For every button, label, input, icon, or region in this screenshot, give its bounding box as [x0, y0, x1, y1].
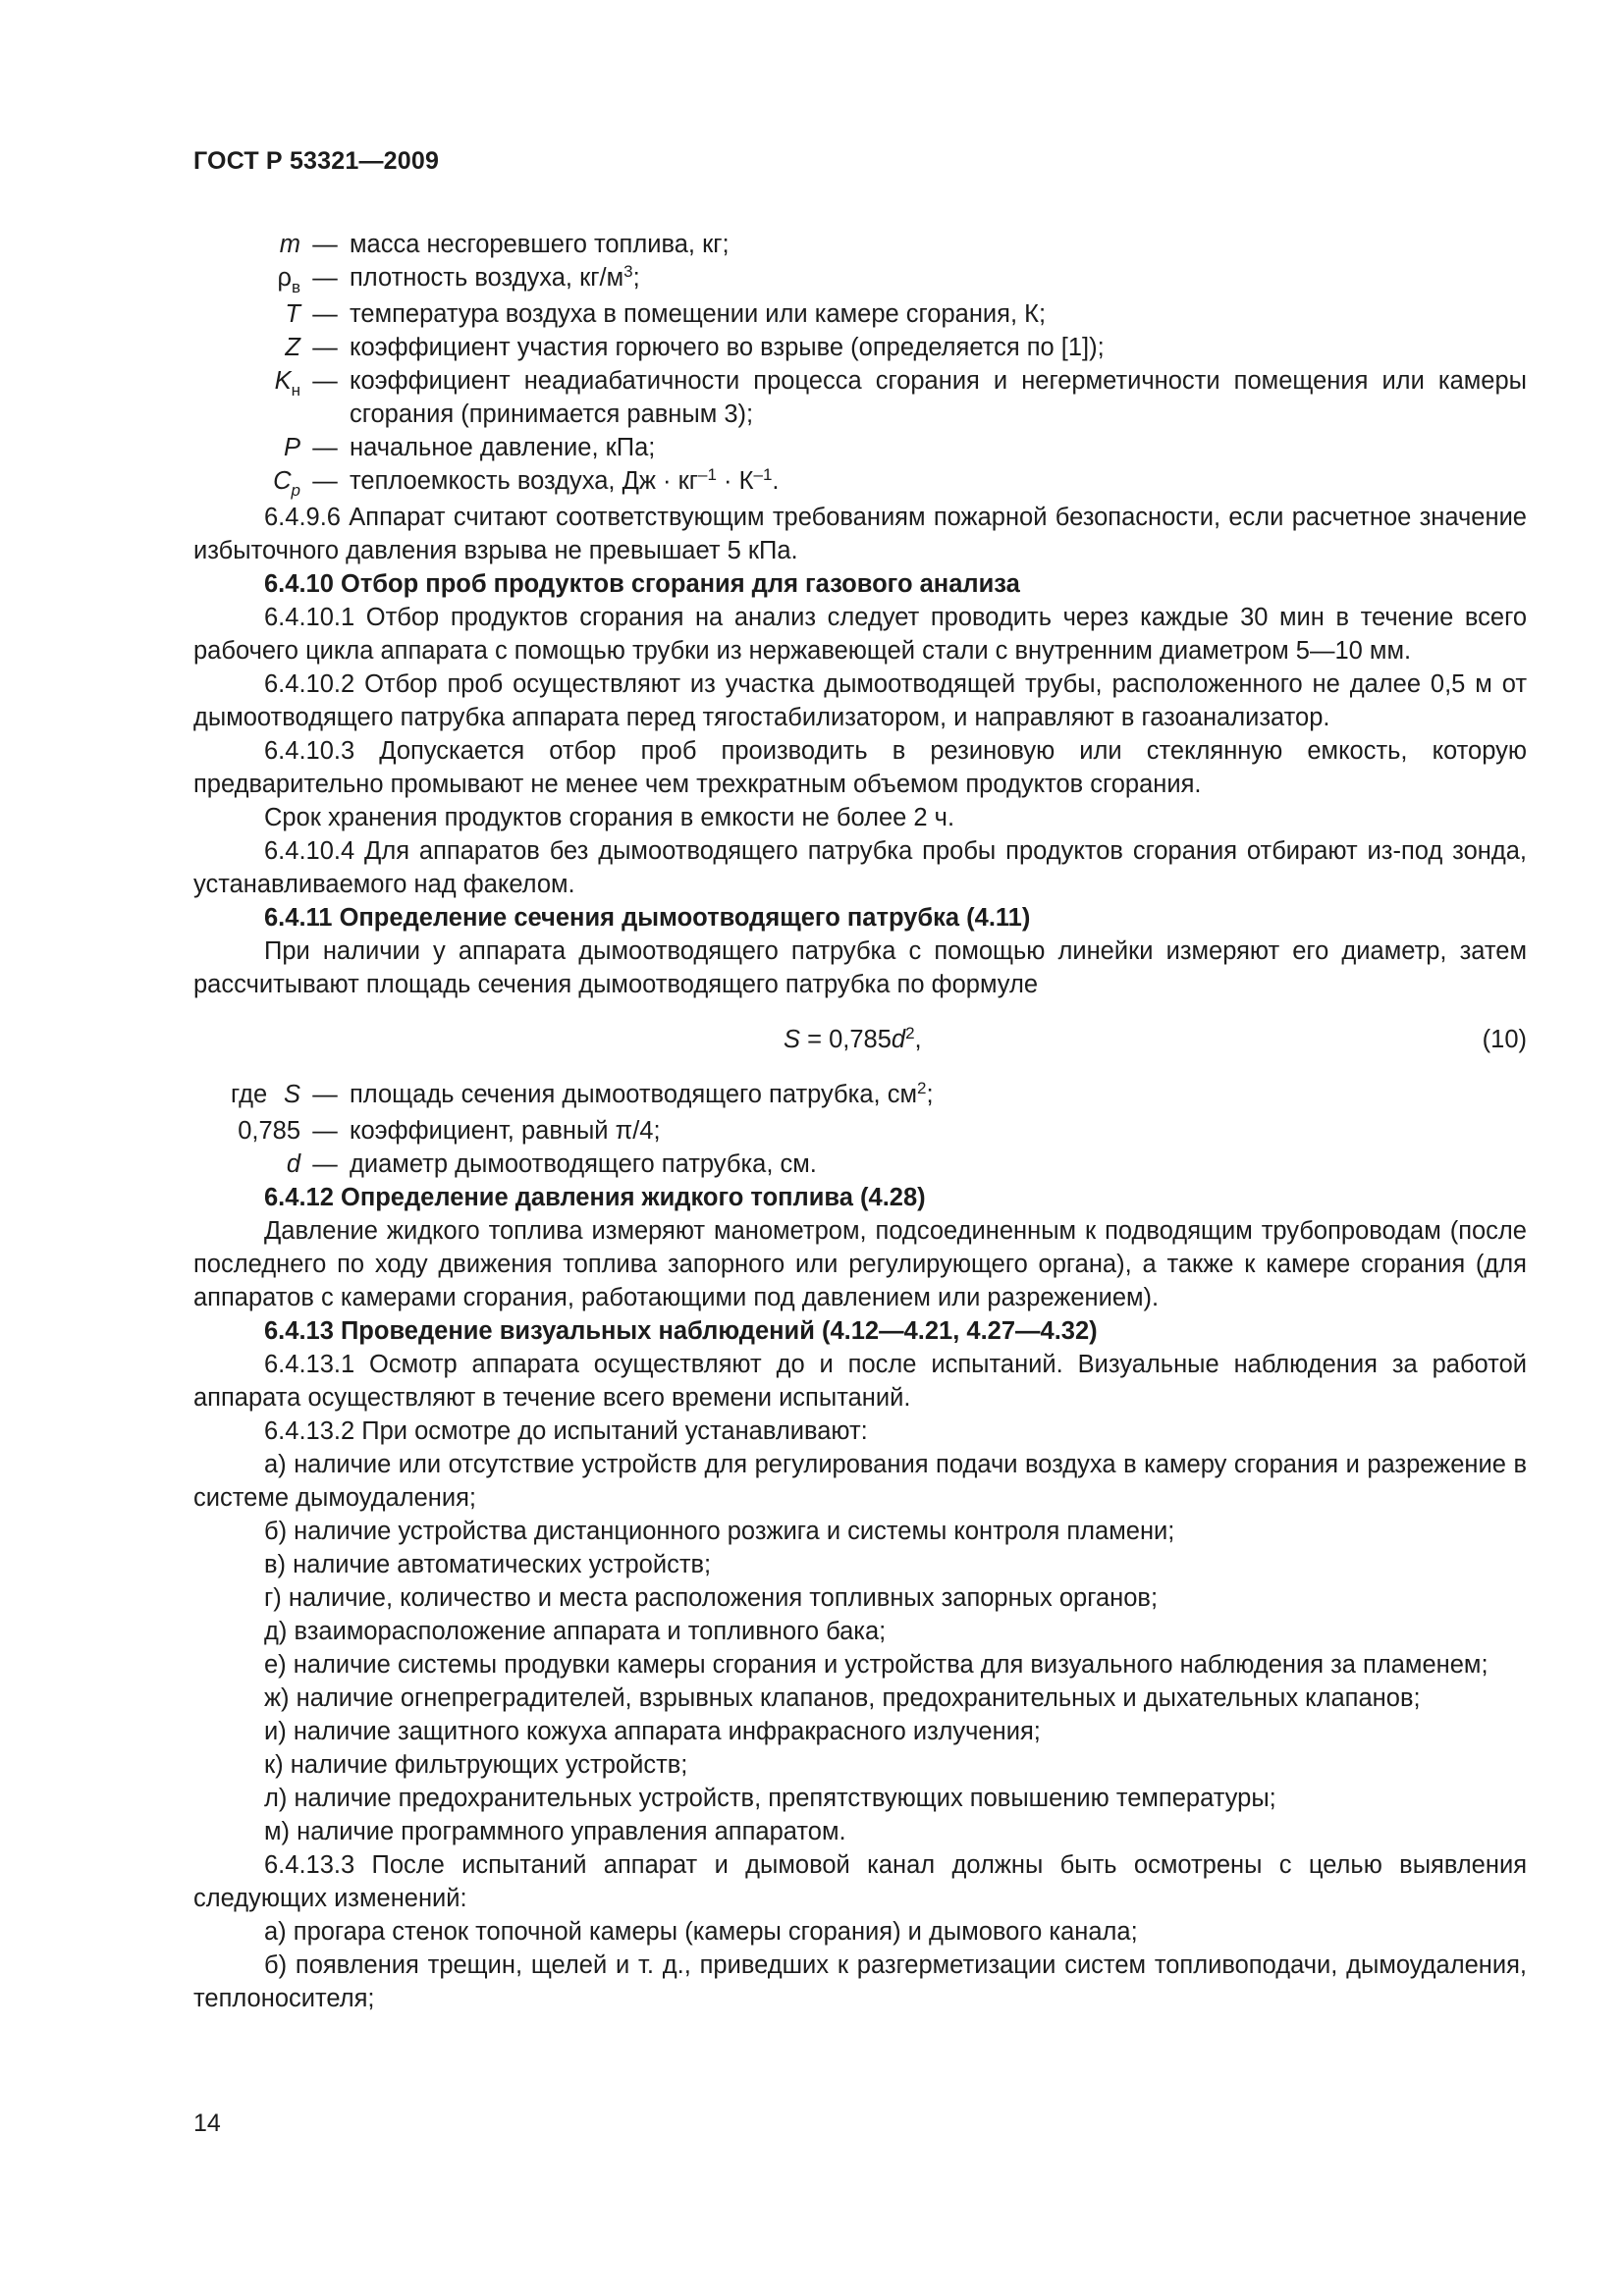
definition-item: $\rho_в$ — плотность воздуха, $кг/м^3$;: [277, 262, 640, 296]
definition-text: коэффициент, равный π/4;: [350, 1117, 661, 1145]
paragraph-6-4-13-2: 6.4.13.2 При осмотре до испытаний устанавливают:: [264, 1417, 868, 1445]
document-body: [193, 228, 1527, 2015]
paragraph-6-4-12: Давление жидкого топлива измеряют манометром, подсоединенным к подводящим трубопроводам (после последнего по ходу движения топлива запорного или регулирующего органа), а также к камере сгорания (для аппаратов с камерами сгорания, работающими под давлением или разрежением).: [193, 1217, 1527, 1311]
where-word: где: [230, 1081, 268, 1108]
list-item: л) наличие предохранительных устройств, препятствующих повышению температуры;: [264, 1785, 1276, 1812]
definition-text: начальное давление, кПа;: [350, 434, 656, 461]
definition-text: температура воздуха в помещении или камере сгорания, К;: [350, 300, 1047, 328]
paragraph-6-4-13-1: 6.4.13.1 Осмотр аппарата осуществляют до и после испытаний. Визуальные наблюдения за работой аппарата осуществляют в течение всего времени испытаний.: [193, 1351, 1527, 1412]
paragraph-6-4-10-3: 6.4.10.3 Допускается отбор проб производить в резиновую или стеклянную емкость, которую предварительно промывают не менее чем трехкратным объемом продуктов сгорания.: [193, 737, 1527, 798]
paragraph-6-4-10-1: 6.4.10.1 Отбор продуктов сгорания на анализ следует проводить через каждые 30 мин в течение всего рабочего цикла аппарата с помощью трубки из нержавеющей стали с внутренним диаметром 5—10 мм.: [193, 604, 1527, 665]
definition-item: где S — площадь сечения дымоотводящего патрубка, $см^2$;: [193, 1078, 1527, 1114]
section-heading-6-4-12: 6.4.12 Определение давления жидкого топлива (4.28): [264, 1184, 926, 1211]
paragraph-storage-time: Срок хранения продуктов сгорания в емкости не более 2 ч.: [264, 804, 955, 831]
page-header-standard-number: ГОСТ Р 53321—2009: [193, 147, 440, 175]
list-item: к) наличие фильтрующих устройств;: [264, 1751, 688, 1779]
formula-expression: $S = 0,785d^2$,: [784, 1024, 922, 1053]
list-item: а) наличие или отсутствие устройств для регулирования подачи воздуха в камеру сгорания и разрежение в системе дымоудаления;: [193, 1451, 1527, 1512]
list-item: д) взаиморасположение аппарата и топливного бака;: [264, 1618, 887, 1645]
definition-symbol: d: [286, 1150, 300, 1178]
definition-text: плотность воздуха, кг/м: [350, 264, 624, 292]
list-item: м) наличие программного управления аппаратом.: [264, 1818, 846, 1845]
definition-symbol: 0,785: [238, 1117, 300, 1145]
paragraph-6-4-10-4: 6.4.10.4 Для аппаратов без дымоотводящего патрубка пробы продуктов сгорания отбирают из-под зонда, устанавливаемого над факелом.: [193, 837, 1527, 898]
definition-text: масса несгоревшего топлива, кг;: [350, 231, 730, 258]
document-page: [193, 0, 1527, 2296]
paragraph-6-4-9-6: 6.4.9.6 Аппарат считают соответствующим требованиям пожарной безопасности, если расчетное значение избыточного давления взрыва не превышает 5 кПа.: [193, 504, 1527, 564]
list-item: в) наличие автоматических устройств;: [264, 1551, 712, 1578]
section-heading-6-4-13: 6.4.13 Проведение визуальных наблюдений (4.12—4.21, 4.27—4.32): [264, 1317, 1098, 1345]
page-number: 14: [193, 2109, 221, 2137]
definition-symbol: K: [274, 367, 292, 395]
definition-item: Z — коэффициент участия горючего во взрыве (определяется по [1]);: [193, 331, 1527, 364]
definition-item: 0,785 — коэффициент, равный π/4;: [193, 1114, 1527, 1148]
definition-text: диаметр дымоотводящего патрубка, см.: [350, 1150, 817, 1178]
definition-item: $C_p$ — теплоемкость воздуха, Дж · $кг^{-1} \cdot К^{-1}$.: [273, 465, 780, 500]
definition-item: $K_н$ — коэффициент неадиабатичности процесса сгорания и негерметичности помещения или камеры сгорания (принимается равным 3);: [193, 364, 1527, 431]
list-item: е) наличие системы продувки камеры сгорания и устройства для визуального наблюдения за пламенем;: [264, 1651, 1489, 1679]
definition-symbol: P: [283, 434, 300, 461]
list-item: а) прогара стенок топочной камеры (камеры сгорания) и дымового канала;: [264, 1918, 1138, 1946]
section-heading-6-4-10: 6.4.10 Отбор проб продуктов сгорания для газового анализа: [264, 570, 1020, 598]
paragraph-6-4-11: При наличии у аппарата дымоотводящего патрубка с помощью линейки измеряют его диаметр, затем рассчитывают площадь сечения дымоотводящего патрубка по формуле: [193, 937, 1527, 998]
list-item: б) наличие устройства дистанционного розжига и системы контроля пламени;: [264, 1518, 1175, 1545]
definition-item: d — диаметр дымоотводящего патрубка, см.: [193, 1148, 1527, 1181]
definition-text: площадь сечения дымоотводящего патрубка, см: [350, 1081, 918, 1108]
formula-10: [193, 1023, 1527, 1056]
definition-item: m — масса несгоревшего топлива, кг;: [193, 228, 1527, 261]
formula-number: (10): [1482, 1026, 1527, 1053]
list-item: б) появления трещин, щелей и т. д., приведших к разгерметизации систем топливоподачи, дымоудаления, теплоносителя;: [193, 1951, 1527, 2012]
list-item: и) наличие защитного кожуха аппарата инфракрасного излучения;: [264, 1718, 1041, 1745]
definition-text: теплоемкость воздуха, Дж · кг: [350, 467, 699, 495]
definition-item: T — температура воздуха в помещении или камере сгорания, К;: [193, 297, 1527, 331]
definition-text: коэффициент неадиабатичности процесса сгорания и негерметичности помещения или камеры сгорания (принимается равным 3);: [350, 367, 1527, 428]
definition-item: P — начальное давление, кПа;: [193, 431, 1527, 464]
definition-symbol: C: [273, 467, 292, 495]
definition-symbol: Z: [285, 334, 300, 361]
list-item: ж) наличие огнепреградителей, взрывных клапанов, предохранительных и дыхательных клапанов;: [264, 1684, 1421, 1712]
paragraph-6-4-13-3: 6.4.13.3 После испытаний аппарат и дымовой канал должны быть осмотрены с целью выявления следующих изменений:: [193, 1851, 1527, 1912]
section-heading-6-4-11: 6.4.11 Определение сечения дымоотводящего патрубка (4.11): [264, 904, 1031, 932]
definition-text: коэффициент участия горючего во взрыве (определяется по [1]);: [350, 334, 1105, 361]
definition-symbol: S: [283, 1081, 300, 1108]
definition-symbol: m: [279, 231, 300, 258]
definition-symbol: T: [285, 300, 300, 328]
definition-symbol: ρ: [277, 264, 292, 292]
paragraph-6-4-10-2: 6.4.10.2 Отбор проб осуществляют из участка дымоотводящей трубы, расположенного не далее 0,5 м от дымоотводящего патрубка аппарата перед тягостабилизатором, и направляют в газоанализатор.: [193, 670, 1527, 731]
list-item: г) наличие, количество и места расположения топливных запорных органов;: [264, 1584, 1159, 1612]
